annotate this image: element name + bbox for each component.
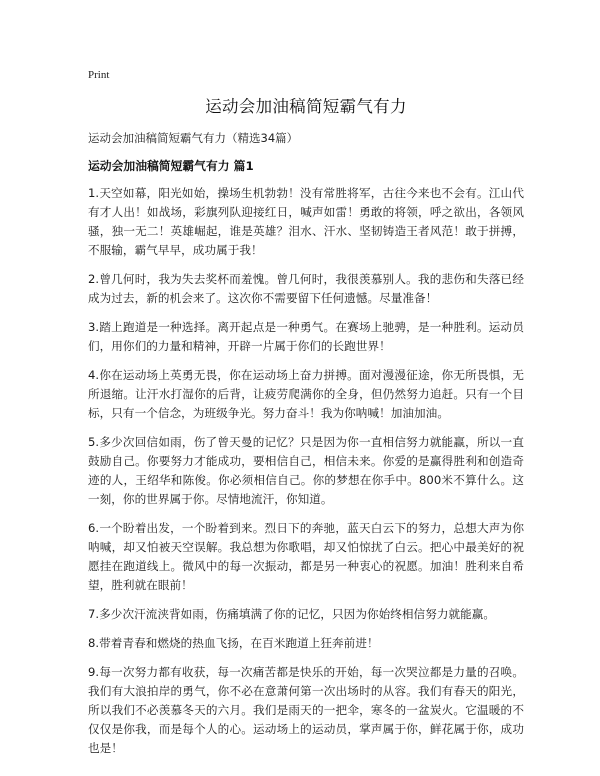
section-heading: 运动会加油稿简短霸气有力 篇1 (88, 159, 254, 173)
paragraph-2: 2.曾几何时，我为失去奖杯而羞愧。曾几何时，我很羡慕别人。我的悲伤和失落已经成为过去，新的机会来了。这次你不需要留下任何遗憾。尽量准备！ (88, 272, 524, 305)
paragraph-5: 5.多少次回信如雨，伤了曾天曼的记忆？只是因为你一直相信努力就能赢，所以一直鼓励自己。你要努力才能成功，要相信自己，相信未来。你爱的是赢得胜利和创造奇迹的人，王绍华和陈俊。你必须相信自己。你的梦想在你手中。800米不算什么。这一刻，你的世界属于你。尽情地流汗，你知道。 (88, 435, 524, 506)
document-subtitle: 运动会加油稿简短霸气有力（精选34篇） (88, 131, 299, 145)
paragraph-9: 9.每一次努力都有收获，每一次痛苦都是快乐的开始，每一次哭泣都是力量的召唤。我们有大浪拍岸的勇气，你不必在意萧何第一次出场时的从容。我们有春天的阳光，所以我们不必羡慕冬天的六月。我们是雨天的一把伞，寒冬的一盆炭火。它温暖的不仅仅是你我，而是每个人的心。运动场上的运动员，掌声属于你，鲜花属于你，成功也是！ (88, 665, 524, 755)
paragraph-4: 4.你在运动场上英勇无畏，你在运动场上奋力拼搏。面对漫漫征途，你无所畏惧，无所退缩。让汗水打湿你的后背，让疲劳爬满你的全身，但仍然努力追赶。只有一个目标，只有一个信念，为班级争光。努力奋斗！我为你呐喊！加油加油。 (88, 368, 524, 420)
paragraph-7: 7.多少次汗流浃背如雨，伤痛填满了你的记忆，只因为你始终相信努力就能赢。 (88, 607, 496, 621)
document-title: 运动会加油稿简短霸气有力 (205, 97, 407, 116)
paragraph-6: 6.一个盼着出发，一个盼着到来。烈日下的奔驰，蓝天白云下的努力，总想大声为你呐喊，却又怕被天空误解。我总想为你歌唱，却又怕惊扰了白云。把心中最美好的祝愿挂在跑道线上。微风中的每一次振动，都是另一种衷心的祝愿。加油！胜利来自希望，胜利就在眼前！ (88, 521, 524, 592)
print-label: Print (88, 69, 110, 81)
paragraph-3: 3.踏上跑道是一种选择。离开起点是一种勇气。在赛场上驰骋，是一种胜利。运动员们，用你们的力量和精神，开辟一片属于你们的长跑世界！ (88, 320, 524, 353)
paragraph-8: 8.带着青春和燃烧的热血飞扬，在百米跑道上狂奔前进！ (88, 636, 379, 650)
paragraph-1: 1.天空如幕，阳光如始，操场生机勃勃！没有常胜将军，古往今来也不会有。江山代有才人出！如战场，彩旗列队迎接红日，喊声如雷！勇敢的将领，呼之欲出，各领风骚，独一无二！英雄崛起，谁是英雄？泪水、汗水、坚韧铸造王者风范！敢于拼搏，不服输，霸气早早，成功属于我！ (88, 186, 524, 257)
document-page (88, 68, 524, 768)
